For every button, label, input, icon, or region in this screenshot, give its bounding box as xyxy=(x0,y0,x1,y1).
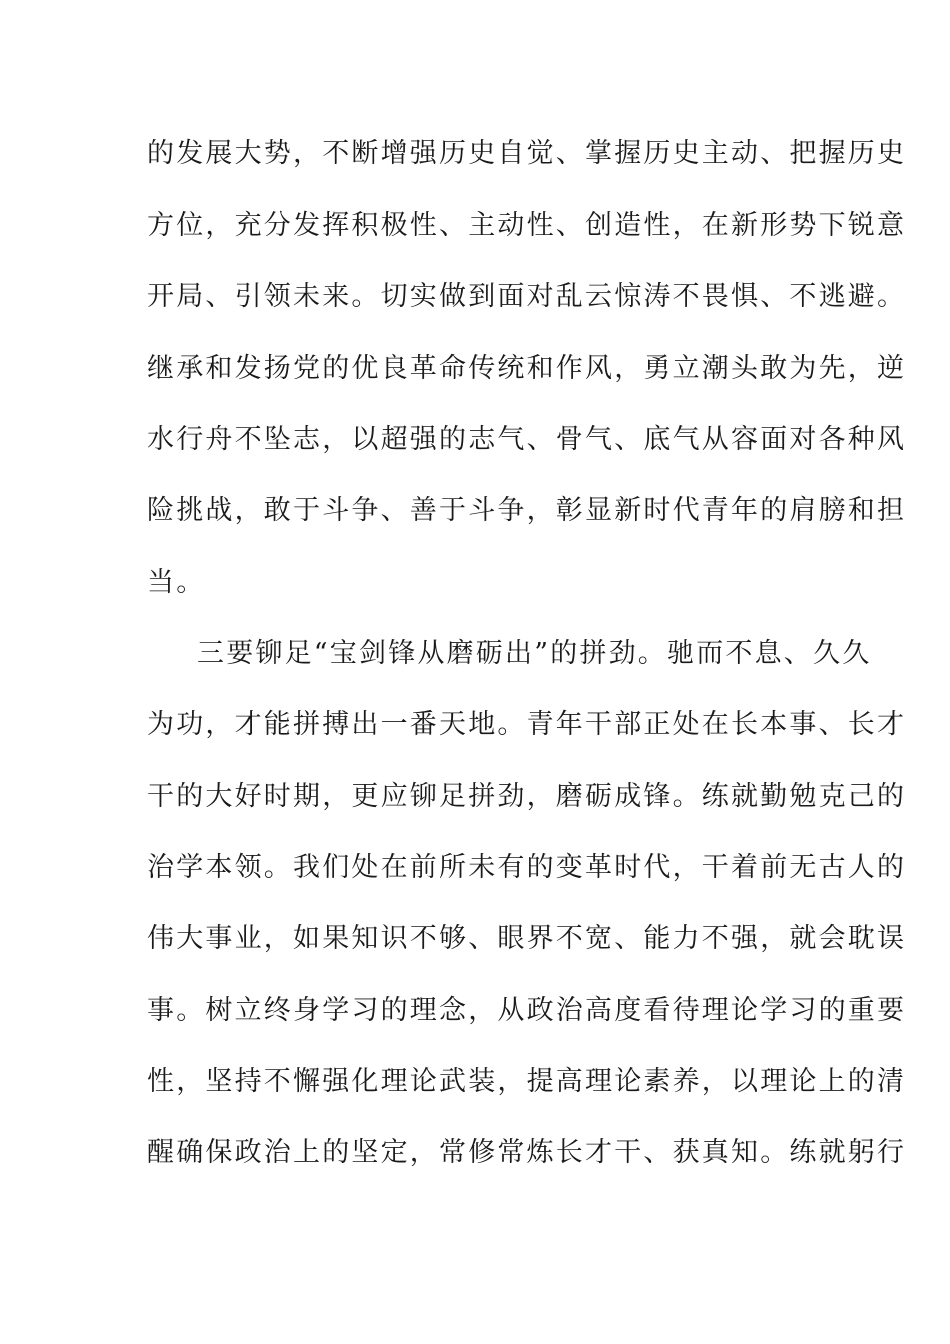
paragraph-line: 开局、引领未来。切实做到面对乱云惊涛不畏惧、不逃避。 xyxy=(147,281,907,312)
paragraph-line: 方位，充分发挥积极性、主动性、创造性，在新形势下锐意 xyxy=(147,210,907,241)
paragraph-line: 干的大好时期，更应铆足拼劲，磨砺成锋。练就勤勉克己的 xyxy=(147,781,907,812)
paragraph-line: 为功，才能拼搏出一番天地。青年干部正处在长本事、长才 xyxy=(147,709,907,740)
paragraph-line: 伟大事业，如果知识不够、眼界不宽、能力不强，就会耽误 xyxy=(147,923,907,954)
paragraph-line: 醒确保政治上的坚定，常修常炼长才干、获真知。练就躬行 xyxy=(147,1137,907,1168)
paragraph-line: 当。 xyxy=(147,567,206,598)
paragraph-line: 治学本领。我们处在前所未有的变革时代，干着前无古人的 xyxy=(147,852,907,883)
paragraph-line: 事。树立终身学习的理念，从政治高度看待理论学习的重要 xyxy=(147,995,907,1026)
paragraph-first-line: 三要铆足“宝剑锋从磨砺出”的拼劲。驰而不息、久久 xyxy=(197,638,872,669)
paragraph-line: 险挑战，敢于斗争、善于斗争，彰显新时代青年的肩膀和担 xyxy=(147,495,907,526)
paragraph-line: 水行舟不坠志，以超强的志气、骨气、底气从容面对各种风 xyxy=(147,424,907,455)
paragraph-line: 继承和发扬党的优良革命传统和作风，勇立潮头敢为先，逆 xyxy=(147,353,907,384)
paragraph-line: 性，坚持不懈强化理论武装，提高理论素养，以理论上的清 xyxy=(147,1066,907,1097)
paragraph-line: 的发展大势，不断增强历史自觉、掌握历史主动、把握历史 xyxy=(147,138,907,169)
